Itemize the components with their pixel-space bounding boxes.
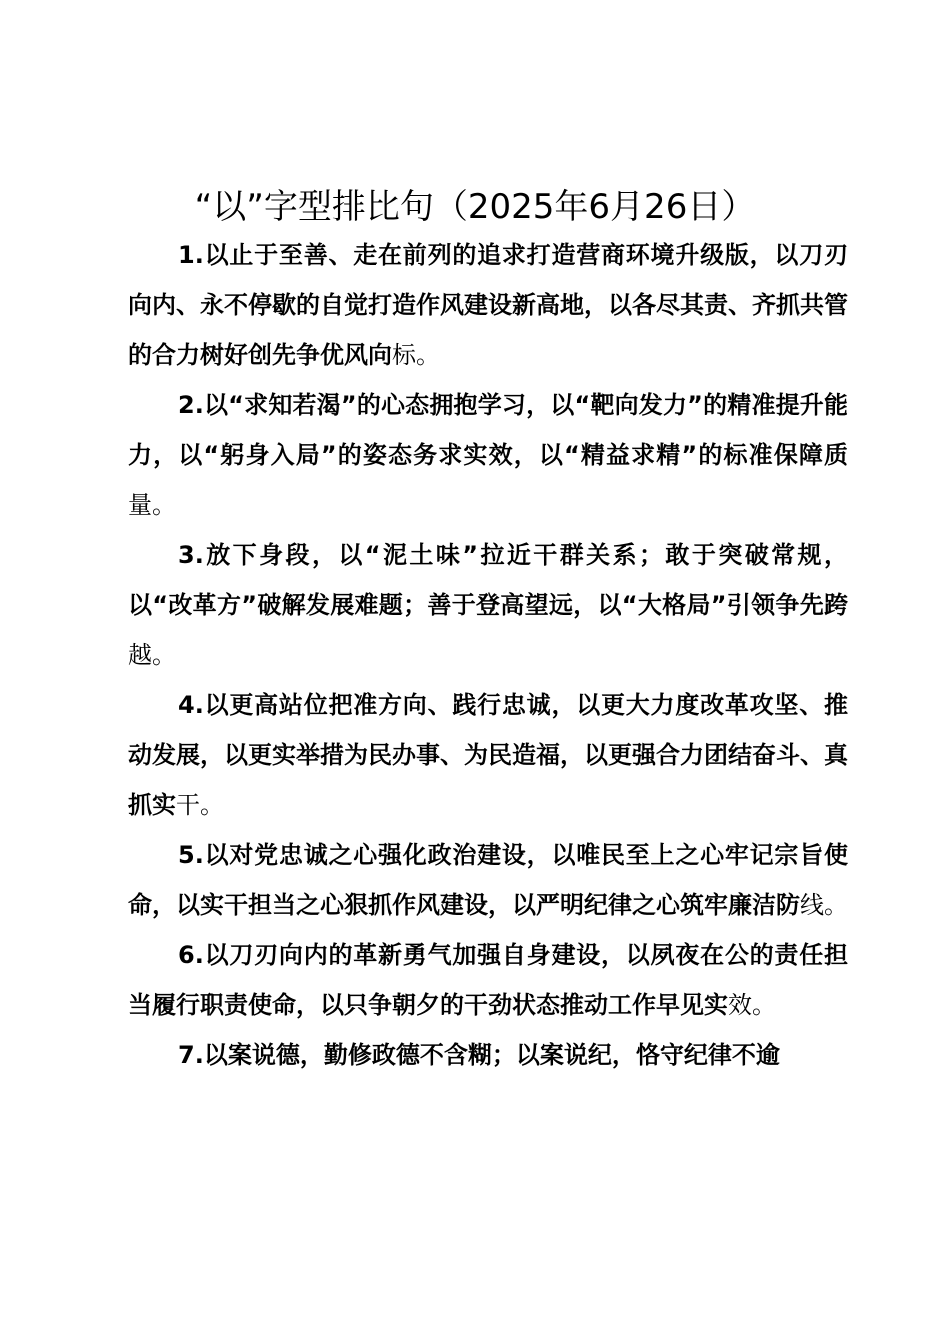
paragraph-3: [128, 530, 848, 680]
paragraph-text: 5.以对党忠诚之心强化政治建设，以唯民至上之心牢记宗旨使命，以实干担当之心狠抓作风建设，以严明纪律之心筑牢廉洁防: [128, 841, 848, 919]
paragraph-6: [128, 930, 848, 1030]
paragraph-tail: 越。: [128, 641, 176, 669]
paragraph-2: [128, 380, 848, 530]
paragraph-text: 1.以止于至善、走在前列的追求打造营商环境升级版，以刀刃向内、永不停歇的自觉打造作风建设新高地，以各尽其责、齐抓共管的合力树好创先争优风向: [128, 241, 848, 369]
paragraph-tail: 量。: [128, 491, 176, 519]
paragraph-1: [128, 230, 848, 380]
paragraph-tail: 标。: [392, 341, 440, 369]
paragraph-text: 3.放下身段，以“泥土味”拉近干群关系；敢于突破常规，以“改革方”破解发展难题；善于登高望远，以“大格局”引领争先跨: [128, 541, 848, 619]
paragraph-text: 4.以更高站位把准方向、践行忠诚，以更大力度改革攻坚、推动发展，以更实举措为民办事、为民造福，以更强合力团结奋斗、真抓实: [128, 691, 848, 819]
paragraph-tail: 效。: [728, 991, 776, 1019]
paragraph-5: [128, 830, 848, 930]
paragraph-4: [128, 680, 848, 830]
paragraph-tail: 干。: [176, 791, 224, 819]
paragraph-tail: 线。: [800, 891, 848, 919]
paragraph-list: [128, 230, 848, 1080]
paragraph-text: 2.以“求知若渴”的心态拥抱学习，以“靶向发力”的精准提升能力，以“躬身入局”的姿态务求实效，以“精益求精”的标准保障质: [128, 391, 848, 469]
paragraph-text: 6.以刀刃向内的革新勇气加强自身建设，以夙夜在公的责任担当履行职责使命，以只争朝夕的干劲状态推动工作早见实: [128, 941, 848, 1019]
paragraph-text: 7.以案说德，勤修政德不含糊；以案说纪，恪守纪律不逾: [178, 1041, 780, 1069]
document-title: “以”字型排比句（2025年6月26日）: [194, 187, 756, 227]
paragraph-7: [128, 1030, 848, 1080]
